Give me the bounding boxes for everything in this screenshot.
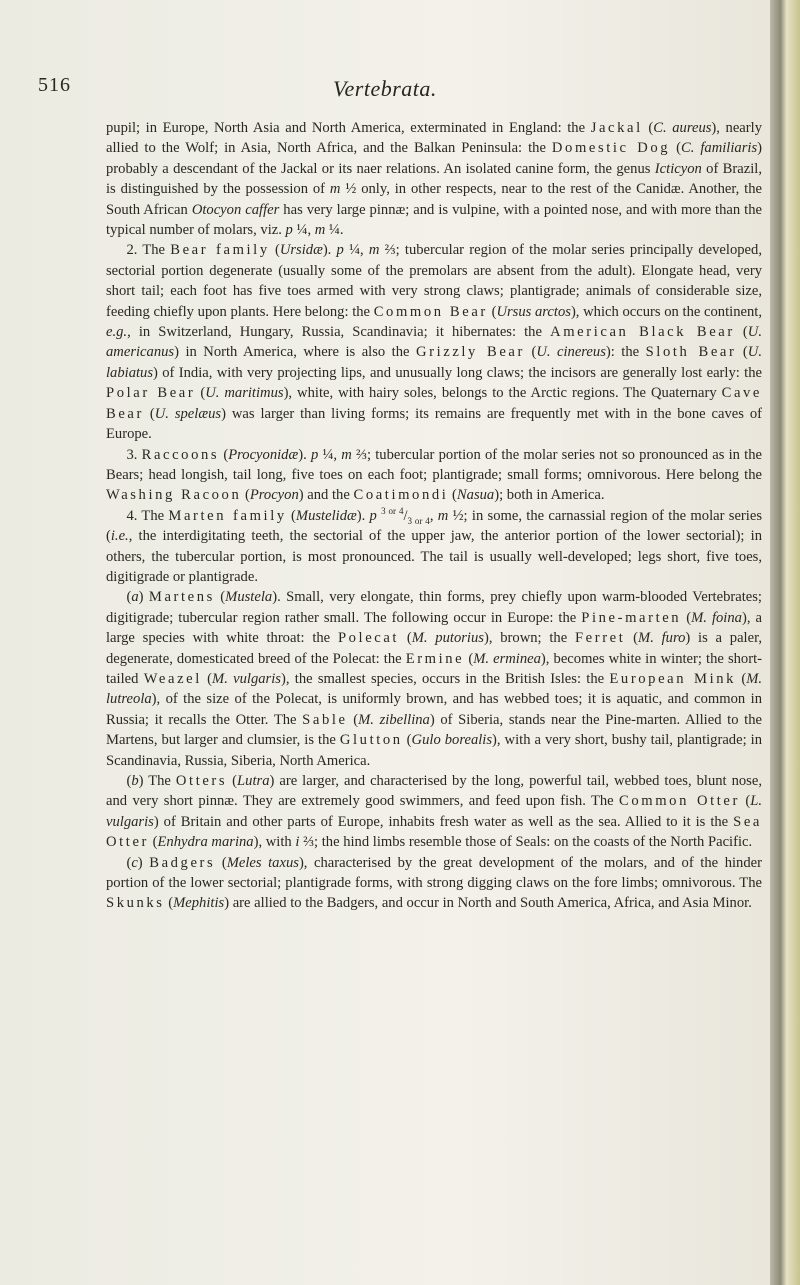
- spaced-term: Washing Racoon: [106, 487, 242, 504]
- text-run: ); both in America.: [494, 487, 605, 504]
- text-run: ): [137, 854, 150, 871]
- italic-text: Lutra: [237, 773, 270, 789]
- text-run: 2. The: [126, 242, 171, 259]
- spaced-term: Sable: [302, 711, 348, 728]
- page-number: 516: [38, 74, 71, 96]
- text-run: (: [524, 344, 537, 361]
- text-run: (: [195, 385, 206, 402]
- paragraph: [106, 506, 762, 588]
- italic-text: U. spelæus: [154, 405, 222, 422]
- text-run: ) was larger than living forms; its remains are frequently met with in the bone caves of Europe.: [106, 405, 762, 443]
- italic-text: Meles taxus: [226, 854, 299, 871]
- text-run: (: [642, 120, 654, 136]
- text-run: (: [625, 630, 639, 647]
- italic-text: m: [329, 181, 341, 198]
- spaced-term: Pine-marten: [581, 609, 682, 626]
- text-run: (: [681, 609, 692, 626]
- spaced-term: Ermine: [405, 650, 465, 667]
- text-run: (: [402, 732, 412, 749]
- text-run: ) of India, with very projecting lips, and unusually long claws; the incisors are generally lost early: the: [153, 364, 762, 381]
- italic-text: M. foina: [691, 609, 742, 626]
- text-run: (: [126, 589, 132, 606]
- text-run: pupil; in Europe, North Asia and North America, exterminated in England: the: [106, 120, 591, 136]
- spaced-term: Grizzly Bear: [415, 344, 525, 361]
- text-run: ½ only, in other respects, near to the rest of the Canidæ. Another, the South African: [106, 181, 762, 218]
- italic-text: U. americanus: [106, 324, 762, 361]
- spaced-term: Polecat: [337, 630, 400, 647]
- text-run: ¼,: [318, 446, 342, 463]
- text-run: (: [269, 242, 280, 259]
- italic-text: Nasua: [456, 487, 495, 504]
- text-run: ) in North America, where is also the: [174, 344, 416, 361]
- text-run: ), brown; the: [483, 630, 575, 647]
- text-run: ), with a very short, bushy tail, plantigrade; in Scandinavia, Russia, Siberia, North America.: [106, 732, 762, 769]
- text-run: has very large pinnæ; and is vulpine, with a pointed nose, and with more than the typical number of molars, viz.: [106, 201, 762, 239]
- text-run: ).: [298, 446, 311, 463]
- text-run: ), characterised by the great development of the molars, and of the hinder portion of the lower sectorial; plantigrade forms, with strong digging claws on the fore limbs; omnivorous. The: [106, 854, 762, 892]
- italic-text: M. putorius: [411, 630, 484, 647]
- text-run: (: [126, 854, 132, 871]
- italic-text: a: [131, 589, 139, 606]
- text-run: (: [126, 773, 132, 789]
- spaced-term: American Black Bear: [550, 324, 735, 341]
- text-run: (: [399, 630, 412, 647]
- text-run: ), nearly allied to the Wolf; in Asia, North Africa, and the Balkan Peninsula: the: [106, 120, 762, 157]
- italic-text: c: [131, 854, 138, 871]
- spaced-term: Badgers: [149, 854, 216, 871]
- italic-text: b: [131, 773, 139, 789]
- text-run: ⅔; the hind limbs resemble those of Seals: on the coasts of the North Pacific.: [299, 834, 753, 851]
- text-run: ) of Britain and other parts of Europe, inhabits fresh water as well as the sea. Allied to it is the: [153, 813, 734, 830]
- spaced-term: Jackal: [590, 120, 643, 136]
- text-run: ).: [356, 507, 370, 524]
- italic-text: C. aureus: [653, 120, 712, 136]
- text-run: (: [241, 487, 250, 504]
- text-run: , the interdigitating teeth, the sectorial of the upper jaw, the anterior portion of the lower sectorial); in others, the tubercular portion, is most pronounced. The tail is usually well-developed; legs short, five toes, digitigrade or plantigrade.: [106, 528, 762, 585]
- text-run: ) The: [138, 773, 176, 789]
- spaced-term: Cave Bear: [106, 385, 762, 422]
- spaced-term: Sea Otter: [106, 813, 762, 851]
- italic-text: Procyonidæ: [228, 446, 299, 463]
- italic-text: i.e.: [110, 528, 129, 545]
- text-run: (: [143, 405, 155, 422]
- text-run: (: [464, 650, 474, 667]
- spaced-term: Polar Bear: [106, 385, 196, 402]
- paragraph: [106, 445, 762, 506]
- text-run: ⅔; tubercular portion of the molar series not so pronounced as in the Bears; head longish, tail long, five toes on each foot; plantigrade; small forms; omnivorous. Here belong the: [106, 446, 763, 483]
- italic-text: Ursidæ: [279, 242, 323, 259]
- text-run: ¼.: [325, 222, 344, 239]
- text-run: ), with: [253, 834, 296, 851]
- text-run: of Brazil, is distinguished by the possession of: [106, 160, 762, 198]
- paragraph: [106, 240, 762, 444]
- italic-text: p: [336, 242, 344, 259]
- italic-text: m: [341, 446, 352, 463]
- paragraph: [106, 771, 762, 853]
- spaced-term: Coatimondi: [353, 487, 449, 504]
- text-run: (: [201, 670, 213, 687]
- text-run: (: [347, 711, 359, 728]
- italic-text: Mustelidæ: [295, 507, 357, 524]
- text-run: 4. The: [126, 507, 169, 524]
- spaced-term: European Mink: [609, 670, 737, 687]
- text-run: (: [219, 446, 229, 463]
- italic-text: p: [369, 507, 377, 524]
- spaced-term: Raccoons: [141, 446, 220, 463]
- italic-text: L. vulgaris: [106, 793, 762, 830]
- italic-text: m: [437, 507, 449, 524]
- text-run: ) is a paler, degenerate, domesticated breed of the Polecat: the: [106, 630, 763, 667]
- text-run: ), the smallest species, occurs in the British Isles: the: [280, 670, 610, 687]
- italic-text: Procyon: [249, 487, 299, 504]
- italic-text: U. cinereus: [536, 344, 606, 361]
- italic-text: m: [368, 242, 380, 259]
- italic-text: U. labiatus: [106, 344, 762, 381]
- text-run: (: [286, 507, 296, 524]
- italic-text: e.g.: [106, 324, 128, 341]
- italic-text: Mephitis: [173, 895, 225, 912]
- italic-text: Enhydra marina: [157, 834, 254, 851]
- text-run: /: [403, 507, 408, 524]
- text-run: (: [487, 303, 497, 320]
- italic-text: U. maritimus: [205, 385, 284, 402]
- paragraph: [106, 853, 762, 914]
- text-run: ) and the: [298, 487, 354, 504]
- spaced-term: Skunks: [106, 895, 165, 912]
- text-run: ) probably a descendant of the Jackal or its naer relations. An isolated canine form, the genus: [106, 140, 763, 177]
- text-run: ) of Siberia, stands near the Pine-marten. Allied to the Martens, but larger and clumsier, is the: [106, 711, 762, 749]
- text-run: (: [736, 670, 747, 687]
- text-run: ,: [429, 507, 438, 524]
- italic-text: M. lutreola: [106, 670, 762, 708]
- spaced-term: Common Bear: [373, 303, 488, 320]
- text-run: ) are larger, and characterised by the long, powerful tail, webbed toes, blunt nose, and very short pinnæ. They are extremely good swimmers, and feed upon fish. The: [106, 773, 762, 810]
- book-binding-edge: [770, 0, 800, 1285]
- text-run: , in Switzerland, Hungary, Russia, Scandinavia; it hibernates: the: [127, 324, 551, 341]
- text-run: ): [138, 589, 149, 606]
- italic-text: M. furo: [638, 630, 686, 647]
- spaced-term: Sloth Bear: [645, 344, 737, 361]
- text-run: ¼,: [292, 222, 315, 239]
- spaced-term: Glutton: [339, 732, 403, 749]
- italic-text: p: [285, 222, 293, 239]
- italic-text: Gulo borealis: [411, 732, 493, 749]
- italic-text: M. zibellina: [358, 711, 430, 728]
- text-run: ⅔; tubercular region of the molar series principally developed, sectorial portion degenerate (usually some of the premolars are absent from the adult). Elongate head, very short tail; each foot has five toes armed with very strong claws; plantigrade; animals of considerable size, feeding chiefly upon plants. Here belong: the: [106, 242, 762, 320]
- italic-text: C. familiaris: [681, 140, 758, 157]
- italic-text: Otocyon caffer: [191, 201, 280, 218]
- italic-text: Icticyon: [654, 160, 702, 177]
- text-run: (: [734, 324, 748, 341]
- text-run: ): the: [605, 344, 646, 361]
- text-run: (: [739, 793, 751, 810]
- italic-text: M. erminea: [473, 650, 541, 667]
- spaced-term: Domestic Dog: [551, 140, 671, 157]
- spaced-term: Martens: [148, 589, 215, 606]
- text-run: ½; in some, the carnassial region of the molar series (: [106, 507, 762, 545]
- running-title: Vertebrata.: [333, 76, 437, 101]
- text-run: ).: [322, 242, 337, 259]
- formula-numerator: 3 or 4: [381, 505, 404, 516]
- body-text: [106, 118, 762, 914]
- paragraph: [106, 587, 762, 771]
- text-run: (: [215, 854, 227, 871]
- text-run: (: [670, 140, 681, 157]
- italic-text: Mustela: [225, 589, 273, 606]
- italic-text: M. vulgaris: [212, 670, 281, 687]
- formula-denominator: 3 or 4: [407, 515, 430, 526]
- text-run: (: [448, 487, 457, 504]
- spaced-term: Bear family: [170, 242, 270, 259]
- text-run: (: [164, 895, 174, 912]
- text-run: (: [736, 344, 748, 361]
- italic-text: Ursus arctos: [496, 303, 571, 320]
- text-run: (: [214, 589, 226, 606]
- text-run: 3.: [126, 446, 142, 463]
- text-run: (: [149, 834, 158, 851]
- spaced-term: Common Otter: [619, 793, 740, 810]
- paragraph: [106, 118, 762, 240]
- text-run: ), a large species with white throat: the: [106, 609, 762, 647]
- spaced-term: Marten family: [168, 507, 287, 524]
- italic-text: p: [310, 446, 319, 463]
- text-run: ), white, with hairy soles, belongs to the Arctic regions. The Quaternary: [283, 385, 722, 402]
- italic-text: m: [314, 222, 326, 239]
- spaced-term: Weazel: [143, 670, 202, 687]
- text-run: ), becomes white in winter; the short-tailed: [106, 650, 762, 687]
- spaced-term: Otters: [175, 773, 228, 789]
- text-run: ), of the size of the Polecat, is uniformly brown, and has webbed toes; it is aquatic, and common in Russia; it recalls the Otter. The: [106, 691, 762, 728]
- text-run: ), which occurs on the continent,: [570, 303, 762, 320]
- text-run: ¼,: [343, 242, 369, 259]
- spaced-term: Ferret: [574, 630, 626, 647]
- italic-text: i: [295, 834, 300, 851]
- text-run: ). Small, very elongate, thin forms, prey chiefly upon warm-blooded Vertebrates; digitigrade; tubercular region rather small. The following occur in Europe: the: [106, 589, 762, 626]
- text-run: (: [227, 773, 238, 789]
- text-run: ) are allied to the Badgers, and occur in North and South America, Africa, and Asia Minor.: [224, 895, 752, 912]
